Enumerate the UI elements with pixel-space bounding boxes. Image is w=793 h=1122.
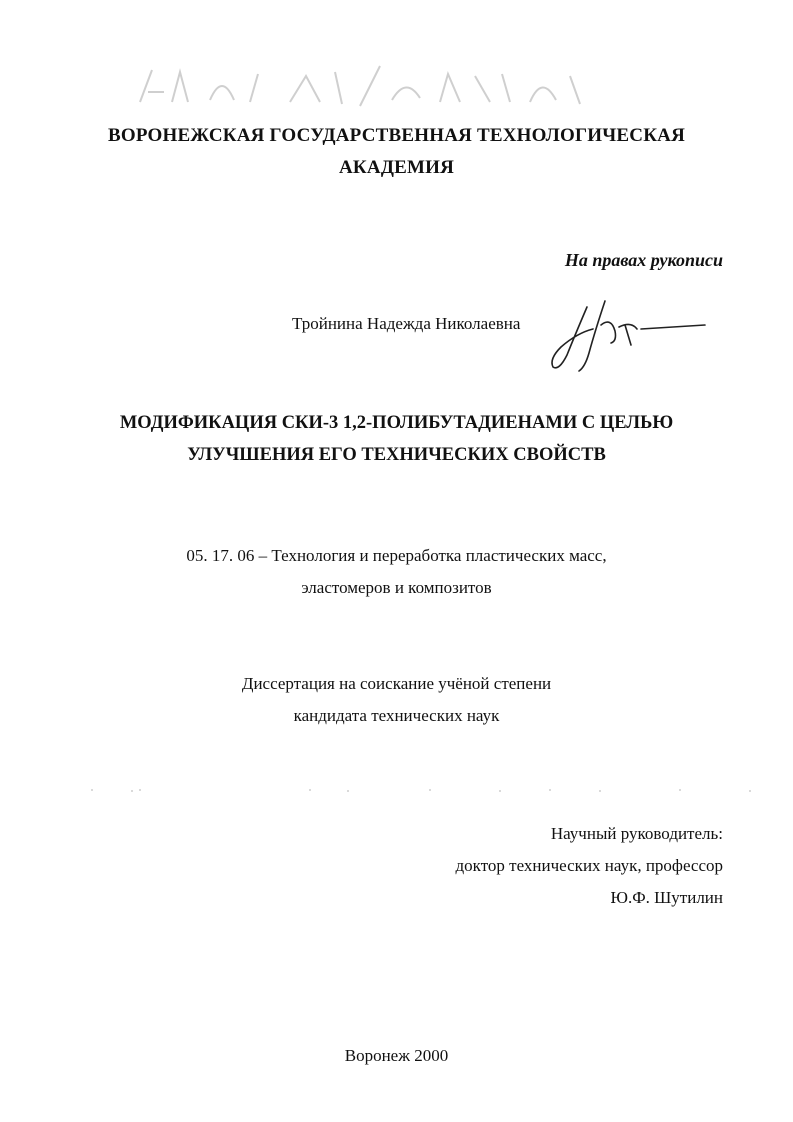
specialty-code [0, 540, 793, 604]
advisor-name: Ю.Ф. Шутилин [610, 888, 723, 907]
specialty-line-2: эластомеров и композитов [301, 578, 492, 597]
handwritten-signature [545, 295, 715, 375]
title-line-1: МОДИФИКАЦИЯ СКИ-3 1,2-ПОЛИБУТАДИЕНАМИ С ЦЕЛЬЮ [119, 413, 674, 433]
degree-statement [0, 668, 793, 732]
scan-noise-line [80, 782, 760, 798]
degree-line-2: кандидата технических наук [293, 706, 500, 725]
advisor-credentials: доктор технических наук, профессор [455, 856, 723, 875]
faded-stamp-mark [130, 62, 600, 110]
dissertation-title [0, 407, 793, 471]
institution-line-2: АКАДЕМИЯ [339, 157, 454, 178]
title-line-2: УЛУЧШЕНИЯ ЕГО ТЕХНИЧЕСКИХ СВОЙСТВ [187, 445, 606, 465]
specialty-line-1: 05. 17. 06 – Технология и переработка пластических масс, [186, 546, 607, 565]
degree-line-1: Диссертация на соискание учёной степени [241, 674, 552, 693]
advisor-label: Научный руководитель: [550, 824, 723, 843]
city-and-year: Воронеж 2000 [344, 1046, 449, 1065]
manuscript-rights-note: На правах рукописи [564, 250, 723, 270]
scientific-advisor-block [456, 818, 723, 914]
institution-heading [0, 120, 793, 184]
institution-line-1: ВОРОНЕЖСКАЯ ГОСУДАРСТВЕННАЯ ТЕХНОЛОГИЧЕСКАЯ [107, 125, 686, 146]
author-name: Тройнина Надежда Николаевна [292, 314, 521, 333]
